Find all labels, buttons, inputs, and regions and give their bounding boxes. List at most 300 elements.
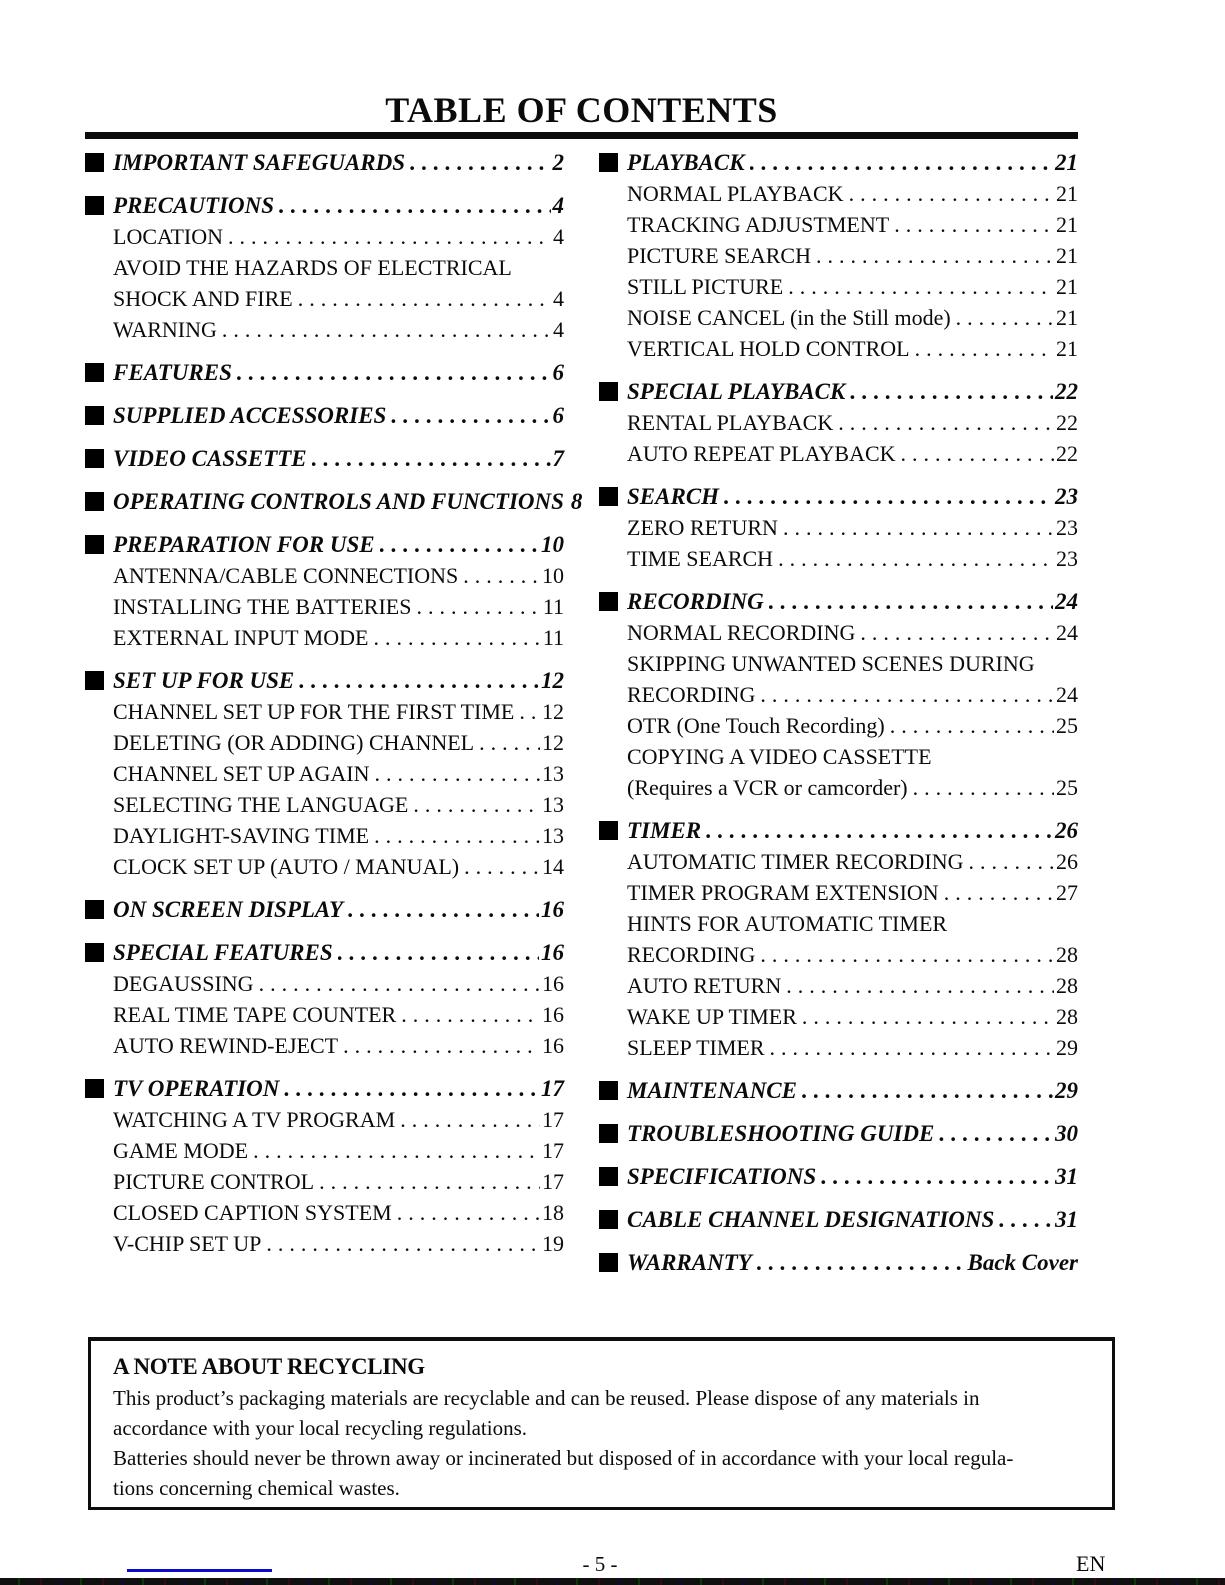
title-underline-rule [85, 132, 1078, 139]
toc-entry [599, 407, 1078, 438]
toc-entry-body [627, 741, 1078, 803]
dot-leader [802, 1001, 1054, 1032]
toc-entry-page: 21 [1056, 181, 1078, 206]
toc-entry-label: AUTO REWIND-EJECT [113, 1033, 339, 1058]
dot-leader [849, 178, 1054, 209]
toc-entry-page: 26 [1056, 849, 1078, 874]
toc-entry-page: 11 [542, 625, 564, 650]
toc-entry-label: NORMAL PLAYBACK [627, 181, 844, 206]
recycling-note-title: A NOTE ABOUT RECYCLING [113, 1354, 425, 1379]
dot-leader [760, 679, 1054, 710]
dot-leader [894, 209, 1054, 240]
toc-entry-line [113, 937, 564, 968]
toc-entry-page: 23 [1056, 515, 1078, 540]
toc-entry-label: SPECIAL PLAYBACK [627, 379, 846, 404]
toc-entry-body [113, 190, 564, 221]
toc-entry-label: SPECIFICATIONS [627, 1164, 817, 1189]
toc-entry-line [113, 1030, 564, 1061]
dot-leader [999, 1204, 1053, 1235]
toc-entry-label: HINTS FOR AUTOMATIC TIMER [627, 911, 948, 936]
toc-entry-body [113, 696, 564, 727]
toc-entry-body [627, 648, 1078, 710]
toc-entry [85, 937, 564, 968]
dot-leader [373, 622, 540, 653]
toc-entry-body [113, 1030, 564, 1061]
dot-leader [298, 283, 551, 314]
toc-entry-label: FEATURES [113, 360, 232, 385]
toc-entry [85, 894, 564, 925]
toc-entry-body [113, 665, 564, 696]
dot-leader [319, 1166, 540, 1197]
toc-entry [599, 815, 1078, 846]
toc-entry-line [627, 240, 1078, 271]
dot-leader [750, 147, 1053, 178]
toc-entry-body [627, 512, 1078, 543]
section-bullet-icon [85, 943, 104, 962]
dot-leader [413, 789, 540, 820]
toc-entry-line [113, 758, 564, 789]
section-bullet-icon [85, 406, 104, 425]
dot-leader [279, 190, 550, 221]
dot-leader [901, 438, 1054, 469]
toc-entry [599, 908, 1078, 970]
dot-leader [770, 1032, 1054, 1063]
toc-entry-label: NORMAL RECORDING [627, 620, 856, 645]
section-bullet-icon [599, 1167, 618, 1186]
toc-entry [85, 190, 564, 221]
section-bullet-icon [85, 1079, 104, 1098]
recycling-note-line: This product’s packaging materials are recyclable and can be reused. Please dispose of any materials in [113, 1386, 980, 1410]
toc-entry [85, 486, 583, 517]
toc-entry-line [627, 970, 1078, 1001]
toc-entry-body [627, 1161, 1078, 1192]
toc-entry [599, 970, 1078, 1001]
toc-entry-body [627, 877, 1078, 908]
section-bullet-icon [599, 1253, 618, 1272]
toc-entry-page: 31 [1055, 1207, 1078, 1232]
toc-entry [85, 1135, 564, 1166]
toc-entry-body [627, 1204, 1078, 1235]
toc-entry-body [627, 1247, 1078, 1278]
dot-leader [374, 758, 540, 789]
toc-entry-line [113, 1135, 564, 1166]
toc-entry-label: SHOCK AND FIRE [113, 286, 293, 311]
toc-entry-label: (Requires a VCR or camcorder) [627, 775, 908, 800]
toc-entry-label: DEGAUSSING [113, 971, 254, 996]
recycling-note-line: accordance with your local recycling regulations. [113, 1416, 527, 1440]
toc-entry-page: 4 [553, 286, 564, 311]
toc-entry [85, 851, 564, 882]
toc-entry-body [627, 271, 1078, 302]
toc-entry-page: 12 [542, 699, 564, 724]
section-bullet-icon [85, 449, 104, 468]
toc-entry-label: TIME SEARCH [627, 546, 774, 571]
toc-entry-page: 17 [542, 1107, 564, 1132]
footer-language-code: EN [1076, 1551, 1106, 1576]
toc-entry-line [113, 1197, 564, 1228]
toc-entry-body [113, 252, 564, 314]
toc-entry-page: 16 [542, 1033, 564, 1058]
toc-entry [85, 1104, 564, 1135]
section-bullet-icon [599, 1210, 618, 1229]
dot-leader [939, 1118, 1053, 1149]
toc-entry-line [627, 617, 1078, 648]
toc-entry-line [627, 147, 1078, 178]
toc-entry [85, 1166, 564, 1197]
toc-entry-line [113, 1166, 564, 1197]
toc-entry-body [113, 727, 564, 758]
toc-entry [599, 1247, 1078, 1278]
toc-entry-page: 12 [541, 668, 564, 693]
section-bullet-icon [85, 363, 104, 382]
toc-entry-body [113, 357, 564, 388]
toc-entry-label: DELETING (OR ADDING) CHANNEL [113, 730, 475, 755]
toc-entry-page: 4 [553, 224, 564, 249]
toc-entry-body [113, 937, 564, 968]
toc-entry-body [627, 846, 1078, 877]
toc-entry [85, 1197, 564, 1228]
toc-entry-page: 16 [542, 1002, 564, 1027]
toc-entry-page: 25 [1056, 775, 1078, 800]
toc-entry-page: 21 [1056, 274, 1078, 299]
toc-entry-label: TRACKING ADJUSTMENT [627, 212, 890, 237]
toc-entry-page: 2 [552, 150, 564, 175]
toc-entry [85, 560, 564, 591]
toc-entry-page: 12 [542, 730, 564, 755]
toc-entry-body [113, 1104, 564, 1135]
toc-entry-body [113, 486, 583, 517]
toc-entry-line [627, 815, 1078, 846]
toc-entry-page: 30 [1055, 1121, 1078, 1146]
toc-entry [599, 438, 1078, 469]
toc-entry-page: 16 [541, 897, 564, 922]
toc-entry-body [113, 820, 564, 851]
toc-entry [599, 147, 1078, 178]
toc-entry-body [627, 815, 1078, 846]
toc-entry-label: SKIPPING UNWANTED SCENES DURING [627, 651, 1035, 676]
toc-entry-label: ON SCREEN DISPLAY [113, 897, 344, 922]
toc-entry-line [627, 1001, 1078, 1032]
dot-leader [397, 1197, 540, 1228]
toc-entry-label: MAINTENANCE [627, 1078, 797, 1103]
toc-entry [599, 1204, 1078, 1235]
toc-entry-body [113, 591, 564, 622]
toc-entry-label: OPERATING CONTROLS AND FUNCTIONS [113, 489, 564, 514]
toc-entry-line [113, 894, 564, 925]
toc-entry-line [113, 591, 564, 622]
toc-entry-label: SEARCH [627, 484, 720, 509]
toc-entry-page: 16 [541, 940, 564, 965]
toc-entry-label: REAL TIME TAPE COUNTER [113, 1002, 397, 1027]
toc-entry-body [627, 302, 1078, 333]
toc-entry [599, 543, 1078, 574]
toc-entry [85, 665, 564, 696]
toc-entry-page: 22 [1056, 410, 1078, 435]
toc-entry-label: CLOCK SET UP (AUTO / MANUAL) [113, 854, 460, 879]
toc-entry-body [113, 1228, 564, 1259]
dot-leader [788, 271, 1054, 302]
toc-entry [85, 696, 564, 727]
toc-entry-page: 14 [542, 854, 564, 879]
toc-entry-label: RECORDING [627, 589, 764, 614]
dot-leader [944, 877, 1054, 908]
dot-leader [769, 586, 1053, 617]
toc-entry-line [113, 665, 564, 696]
toc-entry-label: ZERO RETURN [627, 515, 778, 540]
dot-leader [519, 696, 540, 727]
toc-entry-line [113, 622, 564, 653]
dot-leader [259, 968, 540, 999]
section-bullet-icon [599, 1081, 618, 1100]
toc-entry-line [113, 696, 564, 727]
section-bullet-icon [599, 821, 618, 840]
toc-entry-page: 24 [1055, 589, 1078, 614]
toc-entry [85, 758, 564, 789]
toc-entry-line [627, 209, 1078, 240]
toc-entry-label: WARNING [113, 317, 217, 342]
toc-entry-line [627, 302, 1078, 333]
toc-entry-body [627, 617, 1078, 648]
toc-entry [85, 789, 564, 820]
dot-leader [464, 851, 540, 882]
toc-entry-label: TROUBLESHOOTING GUIDE [627, 1121, 935, 1146]
toc-entry-page: 13 [542, 823, 564, 848]
toc-entry-body [627, 178, 1078, 209]
section-bullet-icon [85, 153, 104, 172]
toc-entry-line [113, 357, 564, 388]
dot-leader [343, 1030, 540, 1061]
toc-entry-label: PICTURE CONTROL [113, 1169, 315, 1194]
toc-entry-body [627, 970, 1078, 1001]
toc-entry-label: DAYLIGHT-SAVING TIME [113, 823, 370, 848]
toc-entry-line [627, 407, 1078, 438]
toc-entry-page: Back Cover [967, 1250, 1078, 1275]
toc-entry-line [627, 679, 1078, 710]
toc-entry [85, 727, 564, 758]
toc-entry-body [113, 968, 564, 999]
dot-leader [410, 147, 550, 178]
toc-entry-label: SPECIAL FEATURES [113, 940, 333, 965]
toc-entry [599, 481, 1078, 512]
toc-entry-line [627, 1204, 1078, 1235]
dot-leader [821, 1161, 1053, 1192]
toc-entry-label: V-CHIP SET UP [113, 1231, 262, 1256]
section-bullet-icon [599, 382, 618, 401]
toc-entry-label: SET UP FOR USE [113, 668, 295, 693]
toc-entry-body [627, 481, 1078, 512]
toc-entry-body [627, 908, 1078, 970]
toc-entry-line [113, 400, 564, 431]
toc-entry-line [113, 486, 583, 517]
recycling-note-box [88, 1337, 1115, 1510]
toc-entry-label: EXTERNAL INPUT MODE [113, 625, 369, 650]
toc-entry-body [113, 1166, 564, 1197]
toc-entry-line [627, 438, 1078, 469]
toc-entry-line [627, 178, 1078, 209]
toc-entry-label: WATCHING A TV PROGRAM [113, 1107, 396, 1132]
toc-entry-page: 27 [1056, 880, 1078, 905]
toc-entry [599, 271, 1078, 302]
dot-leader [890, 710, 1054, 741]
toc-entry-line [113, 1228, 564, 1259]
toc-entry-page: 17 [542, 1169, 564, 1194]
toc-entry [85, 820, 564, 851]
toc-entry-label: SUPPLIED ACCESSORIES [113, 403, 387, 428]
toc-entry-body [113, 529, 564, 560]
toc-entry-line [627, 1032, 1078, 1063]
toc-entry-page: 28 [1056, 973, 1078, 998]
toc-entry-page: 17 [542, 1138, 564, 1163]
toc-entry-page: 8 [570, 489, 583, 514]
toc-entry-line [627, 512, 1078, 543]
toc-column-left [85, 147, 583, 1278]
toc-entry-page: 25 [1056, 713, 1078, 738]
toc-entry [85, 622, 564, 653]
toc-entry-page: 24 [1056, 620, 1078, 645]
toc-entry-line [113, 221, 564, 252]
toc-entry-page: 17 [541, 1076, 564, 1101]
dot-leader [266, 1228, 540, 1259]
toc-entry-body [113, 1135, 564, 1166]
toc-entry [85, 1073, 564, 1104]
toc-entry-line [627, 376, 1078, 407]
section-bullet-icon [85, 196, 104, 215]
toc-entry-line [113, 789, 564, 820]
dot-leader [915, 333, 1054, 364]
toc-entry-label: RECORDING [627, 682, 756, 707]
toc-entry [85, 400, 564, 431]
toc-entry-body [113, 999, 564, 1030]
section-bullet-icon [85, 900, 104, 919]
section-bullet-icon [599, 1124, 618, 1143]
toc-entry-line [627, 271, 1078, 302]
toc-entry-line [627, 481, 1078, 512]
toc-entry-line [113, 1073, 564, 1104]
toc-entry [85, 999, 564, 1030]
dot-leader [802, 1075, 1053, 1106]
toc-entry [599, 1075, 1078, 1106]
dot-leader [374, 820, 540, 851]
toc-entry-body [627, 147, 1078, 178]
dot-leader [299, 665, 539, 696]
scan-edge-artifact [0, 1578, 1225, 1585]
toc-entry-body [113, 1073, 564, 1104]
dot-leader [348, 894, 539, 925]
toc-entry-body [627, 407, 1078, 438]
dot-leader [850, 376, 1053, 407]
toc-entry-line [113, 314, 564, 345]
toc-entry-label: TV OPERATION [113, 1076, 280, 1101]
toc-entry-body [113, 758, 564, 789]
toc-entry-line [113, 820, 564, 851]
toc-entry-label: OTR (One Touch Recording) [627, 713, 885, 738]
toc-entry-label: STILL PICTURE [627, 274, 784, 299]
toc-entry-page: 28 [1056, 1004, 1078, 1029]
toc-entry-body [113, 1197, 564, 1228]
dot-leader [786, 970, 1054, 1001]
toc-entry-label: RENTAL PLAYBACK [627, 410, 834, 435]
toc-entry-page: 21 [1055, 150, 1078, 175]
toc-entry-line [113, 999, 564, 1030]
toc-entry-line [627, 586, 1078, 617]
toc-entry-body [627, 1001, 1078, 1032]
toc-entry [599, 710, 1078, 741]
toc-entry [85, 443, 564, 474]
toc-entry-page: 10 [541, 532, 564, 557]
toc-entry-body [113, 789, 564, 820]
toc-entry [599, 1032, 1078, 1063]
table-of-contents [85, 147, 1078, 1278]
toc-entry [85, 1228, 564, 1259]
toc-entry-label: AUTOMATIC TIMER RECORDING [627, 849, 964, 874]
toc-entry-line [113, 1104, 564, 1135]
toc-entry-label: GAME MODE [113, 1138, 249, 1163]
toc-entry [599, 617, 1078, 648]
toc-entry-label: VERTICAL HOLD CONTROL [627, 336, 910, 361]
toc-entry-page: 7 [552, 446, 564, 471]
toc-entry-page: 21 [1056, 336, 1078, 361]
toc-entry-page: 21 [1056, 305, 1078, 330]
toc-entry-page: 23 [1055, 484, 1078, 509]
toc-entry-page: 28 [1056, 942, 1078, 967]
toc-entry [599, 741, 1078, 803]
page-title: TABLE OF CONTENTS [385, 90, 778, 130]
dot-leader [778, 543, 1054, 574]
dot-leader [338, 937, 539, 968]
toc-entry-body [627, 1032, 1078, 1063]
dot-leader [838, 407, 1054, 438]
toc-entry-page: 18 [542, 1200, 564, 1225]
toc-entry [85, 221, 564, 252]
toc-entry-label: SLEEP TIMER [627, 1035, 765, 1060]
toc-entry [599, 512, 1078, 543]
toc-entry-label: AUTO RETURN [627, 973, 782, 998]
dot-leader [222, 314, 551, 345]
toc-entry [85, 147, 564, 178]
toc-entry-body [113, 443, 564, 474]
toc-entry [85, 968, 564, 999]
dot-leader [760, 939, 1054, 970]
toc-entry [599, 846, 1078, 877]
toc-entry-body [627, 333, 1078, 364]
toc-entry-page: 4 [552, 193, 564, 218]
dot-leader [724, 481, 1053, 512]
toc-entry-label: COPYING A VIDEO CASSETTE [627, 744, 932, 769]
dot-leader [757, 1247, 966, 1278]
toc-entry-label: CHANNEL SET UP FOR THE FIRST TIME [113, 699, 515, 724]
toc-entry [85, 529, 564, 560]
toc-entry-body [627, 543, 1078, 574]
toc-entry-label: AUTO REPEAT PLAYBACK [627, 441, 896, 466]
toc-entry-page: 26 [1055, 818, 1078, 843]
toc-entry-label: RECORDING [627, 942, 756, 967]
toc-entry-label: AVOID THE HAZARDS OF ELECTRICAL [113, 255, 512, 280]
toc-entry [599, 333, 1078, 364]
toc-entry-label: LOCATION [113, 224, 223, 249]
toc-entry-body [627, 209, 1078, 240]
toc-entry-line [113, 851, 564, 882]
toc-entry-label: PLAYBACK [627, 150, 745, 175]
dot-leader [380, 529, 539, 560]
toc-entry-line [113, 968, 564, 999]
toc-entry-page: 6 [552, 403, 564, 428]
dot-leader [969, 846, 1054, 877]
toc-entry-page: 13 [542, 761, 564, 786]
toc-entry-page: 29 [1055, 1078, 1078, 1103]
section-bullet-icon [599, 487, 618, 506]
dot-leader [706, 815, 1053, 846]
toc-column-right [599, 147, 1078, 1278]
